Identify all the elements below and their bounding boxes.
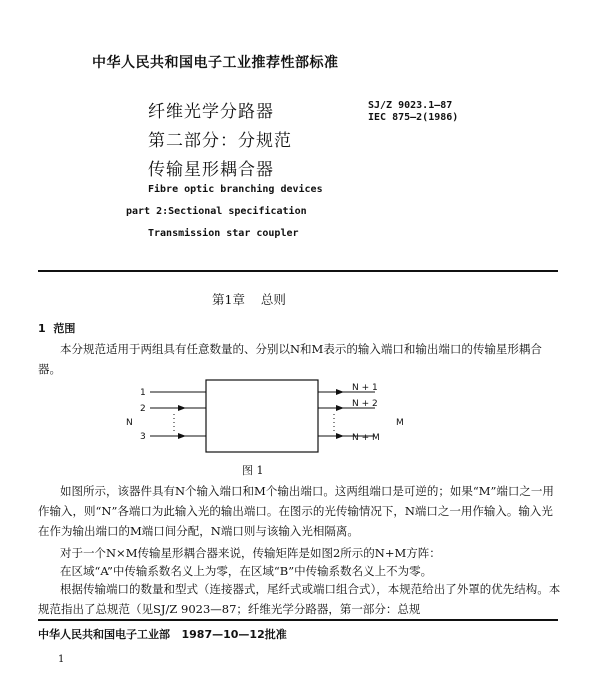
- iec-number: IEC 875—2(1986): [368, 112, 459, 123]
- top-divider: [38, 270, 558, 272]
- title-en-line3: Transmission star coupler: [148, 228, 299, 239]
- output-arrow: [336, 389, 344, 395]
- coupler-box: [206, 380, 318, 452]
- title-zh-line1: 纤维光学分路器: [148, 102, 274, 122]
- body-paragraph: 如图所示，该器件具有N个输入端口和M个输出端口。这两组端口是可逆的；如果“M”端口之一用作输入，则“N”各端口为此输入光的输出端口。在图示的光传输情况下，N端口之一用作输入。输入光在作为输出端口的M端口间分配，N端口则与该输入光相隔离。: [38, 484, 554, 538]
- bottom-divider: [38, 619, 558, 621]
- approval-line: 中华人民共和国电子工业部 1987—10—12批准: [38, 628, 287, 641]
- section-heading: 1 范围: [38, 322, 76, 335]
- title-zh-line2: 第二部分：分规范: [148, 131, 292, 151]
- body-paragraph: 根据传输端口的数量和型式（连接器式，尾纤式或端口组合式），本规范给出了外罩的优先结构。本规范指出了总规范（见SJ/Z 9023—87；纤维光学分路器，第一部分：总规: [38, 582, 561, 616]
- title-en-line2: part 2:Sectional specification: [126, 206, 307, 217]
- port-label-left: 3: [140, 432, 146, 442]
- port-label-right: N + 1: [352, 383, 378, 393]
- title-zh-line3: 传输星形耦合器: [148, 160, 274, 180]
- star-coupler-diagram: [120, 378, 410, 458]
- figure-caption: 图 1: [242, 464, 264, 477]
- port-label-left: 1: [140, 388, 146, 398]
- group-label-m: M: [396, 418, 404, 428]
- org-title: 中华人民共和国电子工业推荐性部标准: [92, 55, 339, 71]
- input-arrow: [178, 433, 186, 439]
- group-label-n: N: [126, 418, 133, 428]
- title-en-line1: Fibre optic branching devices: [148, 184, 323, 195]
- page-number: 1: [58, 654, 65, 665]
- port-label-right: N + M: [352, 433, 380, 443]
- port-label-left: 2: [140, 404, 146, 414]
- output-arrow: [336, 405, 344, 411]
- input-arrow: [178, 405, 186, 411]
- standard-number: SJ/Z 9023.1—87: [368, 100, 453, 111]
- output-arrow: [336, 433, 344, 439]
- body-paragraph: 在区域“A”中传输系数名义上为零，在区域“B”中传输系数名义上不为零。: [60, 564, 433, 578]
- port-label-right: N + 2: [352, 399, 378, 409]
- body-paragraph: 对于一个N×M传输星形耦合器来说，传输矩阵是如图2所示的N+M方阵：: [60, 546, 441, 560]
- chapter-heading: 第1章 总则: [212, 292, 286, 307]
- scope-paragraph: 本分规范适用于两组具有任意数量的、分别以N和M表示的输入端口和输出端口的传输星形耦合器。: [38, 342, 542, 376]
